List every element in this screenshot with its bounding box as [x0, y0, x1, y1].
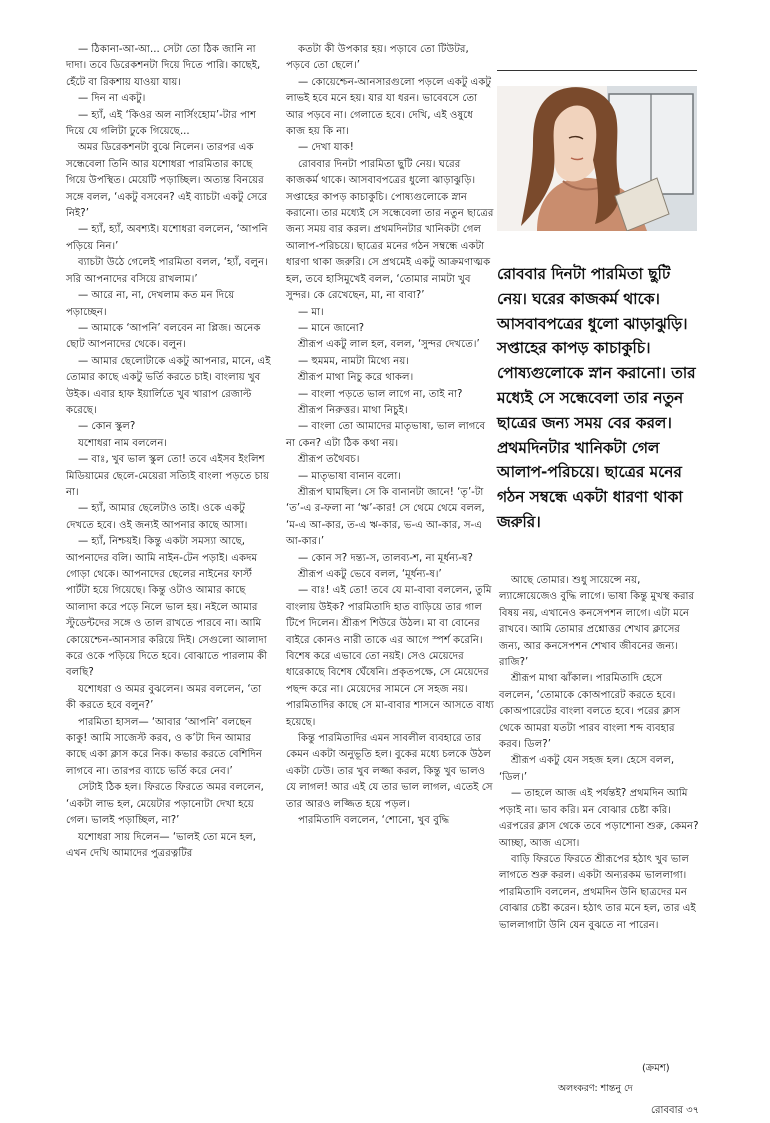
illustration-credit: অলংকরণ: শান্তনু দে	[558, 1083, 633, 1094]
paragraph: — হ্যাঁ, আমার ছেলেটাও তাই। ওকে একটু দেখতে হবে। ওই জন্যই আপনার কাছে আসা।	[66, 503, 248, 531]
paragraph: — বাঃ! এই তো! তবে যে মা-বাবা বললেন, তুমি বাংলায় উইক? পারমিতাদি হাত বাড়িয়ে তার গাল টিপে দিলেন। শ্রীরূপ শিউরে উঠল। মা বা বোনের বাইরে কোনও নারী তাকে এর আগে স্পর্শ করেনি। বিশেষ করে এভাবে তো নয়ই। সেও মেয়েদের ধারেকাছে বিশেষ ঘেঁষেনি। প্রকৃতপক্ষে, সে মেয়েদের পছন্দ করে না। মেয়েদের সামনে সে সহজ নয়। পারমিতাদির কাছে সে মা-বাবার শাসনে আসতে বাধ্য হয়েছে।	[286, 585, 494, 728]
paragraph: শ্রীরূপ মাথা নিচু করে থাকল।	[298, 372, 414, 384]
paragraph: — হ্যাঁ, হ্যাঁ, অবশ্যই। যশোধরা বললেন, ‘আপনি পড়িয়ে নিন।’	[66, 224, 268, 252]
illustration-woman-reading	[497, 86, 697, 231]
paragraph: পারমিতাদি বললেন, ‘শোনো, খুব বুদ্ধি	[298, 815, 450, 827]
paragraph: বাড়ি ফিরতে ফিরতে শ্রীরূপের হঠাৎ খুব ভাল লাগতে শুরু করল। একটা অন্যরকম ভাললাগা। পারমিতাদি বললেন, প্রথমদিন উনি ছাত্রদের মন বোঝার চেষ্টা করেন। হঠাৎ তার মনে হল, তার এই ভাললাগাটা উনি যেন বুঝতে না পারেন।	[499, 853, 696, 931]
text-column-3	[499, 573, 699, 934]
paragraph: যশোধরা ও অমর বুঝলেন। অমর বললেন, ‘তা কী করতে হবে বলুন?’	[66, 683, 262, 712]
text-column-1	[66, 42, 274, 862]
paragraph: কিন্তু পারমিতাদির এমন সাবলীল ব্যবহারে তার কেমন একটা অনুভূতি হল। বুকের মধ্যে চলকে উঠল একটা ঢেউ। তার খুব লজ্জা করল, কিন্তু খুব ভালও যে লাগল! আর এই যে তার ভাল লাগল, এতেই সে তার আরও লজ্জিত হয়ে পড়ল।	[286, 733, 493, 810]
divider	[497, 70, 697, 71]
paragraph: — আরে না, না, দেখলাম কত মন দিয়ে পড়াচ্ছেন।	[66, 290, 235, 318]
paragraph: — হুমমম, নামটা মিথ্যে নয়।	[298, 355, 409, 367]
paragraph: — আমাকে ‘আপনি’ বলবেন না প্লিজ। অনেক ছোট আপনাদের থেকে। বলুন।	[66, 322, 261, 351]
paragraph: শ্রীরূপ নিরুত্তর। মাথা নিচুই।	[298, 404, 408, 416]
paragraph: রোববার দিনটা পারমিতা ছুটি নেয়। ঘরের কাজকর্ম থাকে। আসবাবপত্রের ধুলো ঝাড়াঝুড়ি। সপ্তাহের কাপড় কাচাকুচি। পোষ্যগুলোকে স্নান করানো। তার মধ্যেই সে সন্ধেবেলা তার নতুন ছাত্রের জন্য সময় বার করল। প্রথমদিনটার খানিকটা গেল আলাপ-পরিচয়ে। ছাত্রের মনের গঠন সম্বন্ধে একটা ধারণা থাকা জরুরি। সে প্রথমেই একটু আক্রমণাত্মক হল, তবে হাসিমুখেই বলল, ‘তোমার নামটা খুব সুন্দর। কে রেখেছেন, মা, না বাবা?’	[286, 158, 494, 302]
paragraph: সেটাই ঠিক হল। ফিরতে ফিরতে অমর বললেন, ‘একটা লাভ হল, মেয়েটার পড়ানোটা দেখা হয়ে গেল। ভালই পড়াচ্ছিল, না?’	[66, 782, 264, 827]
paragraph: শ্রীরূপ মাথা ঝাঁকাল। পারমিতাদি হেসে বললেন, ‘তোমাকে কোঅপারেট করতে হবে। কোঅপারেটের বাংলা বলতে হবে। পরের ক্লাস থেকে আমরা যতটা পারব বাংলা শব্দ ব্যবহার করব। ডিল?’	[499, 673, 681, 751]
paragraph: — কোয়েশ্চেন-আনসারগুলো পড়লে একটু একটু লাভই হবে মনে হয়। যার যা ধরন। ভাবেবসে তো আর পড়বে না। গেলাতে হবে। দেখি, এই ওষুধে কাজ হয় কি না।	[286, 76, 492, 138]
paragraph: শ্রীরূপ তথৈবচ।	[298, 454, 360, 466]
paragraph: — আমার ছেলোটাকে একটু আপনার, মানে, এই তোমার কাছে একটু ভর্তি করতে চাই। বাংলায় খুব উইক। এবার হাফ ইয়ার্লিতে খুব খারাপ রেজাল্ট করেছে।	[66, 355, 271, 416]
paragraph: — বাংলা পড়তে ভাল লাগে না, তাই না?	[298, 388, 463, 400]
paragraph: যশোধরা নাম বললেন।	[78, 437, 168, 449]
paragraph: শ্রীরূপ একটু লাল হল, বলল, ‘সুন্দর দেখতে।’	[298, 339, 480, 351]
paragraph: — ঠিকানা-আ-আ... সেটা তো ঠিক জানি না দাদা। তবে ডিরেকশনটা দিয়ে দিতে পারি। কাছেই, হেঁটে বা রিকশায় যাওয়া যায়।	[66, 44, 261, 88]
paragraph: আছে তোমার। শুধু সায়েন্সে নয়, ল্যাঙ্গোয়েজেও বুদ্ধি লাগে। ভাষা কিন্তু মুখস্থ করার বিষয় নয়, এখানেও কনসেপশন লাগে। এটা মনে রাখবে। আমি তোমার প্রশ্নোত্তর শেখাব ক্লাসের জন্য, আর কনসেপশন শেখাব জীবনের জন্য। রাজি?’	[499, 575, 695, 669]
paragraph: কতটা কী উপকার হয়। পড়াবে তো টিউটর, পড়বে তো ছেলে।’	[286, 44, 469, 72]
text-column-2	[286, 42, 494, 830]
paragraph: — হ্যাঁ, এই ‘কিওর অল নার্সিংহোম’-টার পাশ দিয়ে যে গলিটা ঢুকে গিয়েছে...	[66, 109, 257, 138]
paragraph: — বাঃ, খুব ভাল স্কুল তো! তবে এইসব ইংলিশ মিডিয়ামের ছেলে-মেয়েরা সত্যিই বাংলা পড়তে চায় না।	[66, 454, 270, 498]
paragraph: ব্যাচটা উঠে গেলেই পারমিতা বলল, ‘হ্যাঁ, বলুন। সরি আপনাদের বসিয়ে রাখলাম।’	[66, 257, 268, 285]
paragraph: অমর ডিরেকশনটা বুঝে নিলেন। তারপর এক সন্ধেবেলা তিনি আর যশোধরা পারমিতার কাছে গিয়ে উপস্থিত। মেয়েটি পড়াচ্ছিল। অত্যন্ত বিনয়ের সঙ্গে বলল, ‘একটু বসবেন? এই ব্যাচটা একটু সেরে নিই?’	[66, 142, 268, 220]
paragraph: শ্রীরূপ একটু যেন সহজ হল। হেসে বলল, ‘ডিল।’	[499, 755, 675, 783]
pull-quote: রোববার দিনটা পারমিতা ছুটি নেয়। ঘরের কাজকর্ম থাকে। আসবাবপত্রের ধুলো ঝাড়াঝুড়ি। সপ্তাহের কাপড় কাচাকুচি। পোষ্যগুলোকে স্নান করানো। তার মধ্যেই সে সন্ধেবেলা তার নতুন ছাত্রের জন্য সময় বের করল। প্রথমদিনটার খানিকটা গেল আলাপ-পরিচয়ে। ছাত্রের মনের গঠন সম্বন্ধে একটা ধারণা থাকা জরুরি।	[497, 265, 696, 531]
paragraph: পারমিতা হাসল— ‘আবার ‘আপনি’ বলছেন কাকু! আমি সাজেস্ট করব, ও ক’টা দিন আমার কাছে একা ক্লাস করে নিক। কভার করতে বেশিদিন লাগবে না। তারপর ব্যাচে ভর্তি করে নেব।’	[66, 716, 262, 777]
paragraph: — মা।	[298, 306, 324, 318]
paragraph: — বাংলা তো আমাদের মাতৃভাষা, ভাল লাগবে না কেন? এটা ঠিক কথা নয়।	[286, 421, 486, 449]
series-continued-note: (ক্রমশ)	[642, 1063, 670, 1074]
paragraph: — কোন স? দন্ত্য-স, তালব্য-শ, না মূর্ধন্য-ষ?	[298, 552, 473, 564]
page-folio: রোববার ৩৭	[651, 1105, 700, 1116]
paragraph: শ্রীরূপ ঘামছিল। সে কি বানানটা জানে! ‘তৃ’-টা ‘ত’-এ র-ফলা না ‘ঋ’-কার! সে থেমে থেমে বলল, ‘ম-এ আ-কার, ত-এ ঋ-কার, ভ-এ আ-কার, স-এ আ-কার।’	[286, 486, 485, 548]
paragraph: — কোন স্কুল?	[78, 421, 136, 433]
paragraph: শ্রীরূপ একটু ভেবে বলল, ‘মূর্ধন্য-ষ।’	[298, 569, 442, 580]
paragraph: — দিন না একটু।	[78, 93, 146, 105]
paragraph: — তাহলে আজ এই পর্যন্তই? প্রথমদিন আমি পড়াই না। ভাব করি। মন বোঝার চেষ্টা করি। এরপরের ক্লাস থেকে তবে পড়াশোনা শুরু, কেমন? আচ্ছা, আজ এসো।	[499, 788, 699, 849]
paragraph: — হ্যাঁ, নিশ্চয়ই। কিন্তু একটা সমস্যা আছে, আপনাদের বলি। আমি নাইন-টেন পড়াই। একদম গোড়া থেকে। আপনাদের ছেলের নাইনের ফার্স্ট পার্টটা হয়ে গিয়েছে। কিন্তু ওটাও আমার কাছে আলাদা করে পড়ে নিলে ভাল হয়। নইলে আমার স্টুডেন্টদের সঙ্গে ও তাল রাখতে পারবে না। আমি কোয়েশ্চেন-আনসার করিয়ে দিই। সেগুলো আলাদা করে ওকে পড়িয়ে দিতে হবে। বোঝাতে পারলাম কী বলছি?	[66, 536, 268, 679]
paragraph: যশোধরা সায় দিলেন— ‘ভালই তো মনে হল, এখন দেখি আমাদের পুত্ররত্নটির	[66, 831, 256, 859]
paragraph: — মাতৃভাষা বানান বলো।	[298, 470, 401, 482]
paragraph: — দেখা যাক!	[298, 142, 354, 154]
paragraph: — মানে জানো?	[298, 322, 365, 334]
